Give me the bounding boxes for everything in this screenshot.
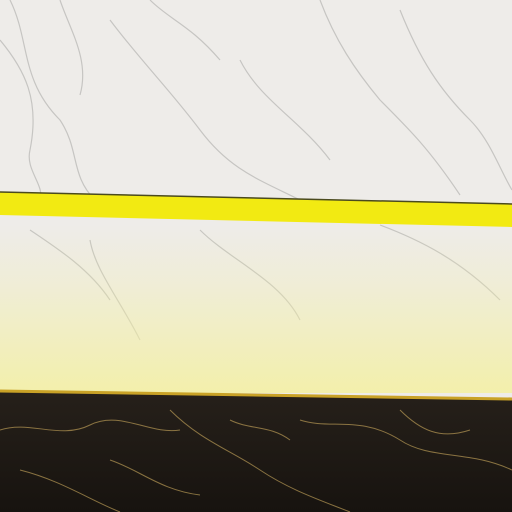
black-marble-panel — [0, 392, 512, 512]
yellow-glow — [0, 225, 512, 393]
